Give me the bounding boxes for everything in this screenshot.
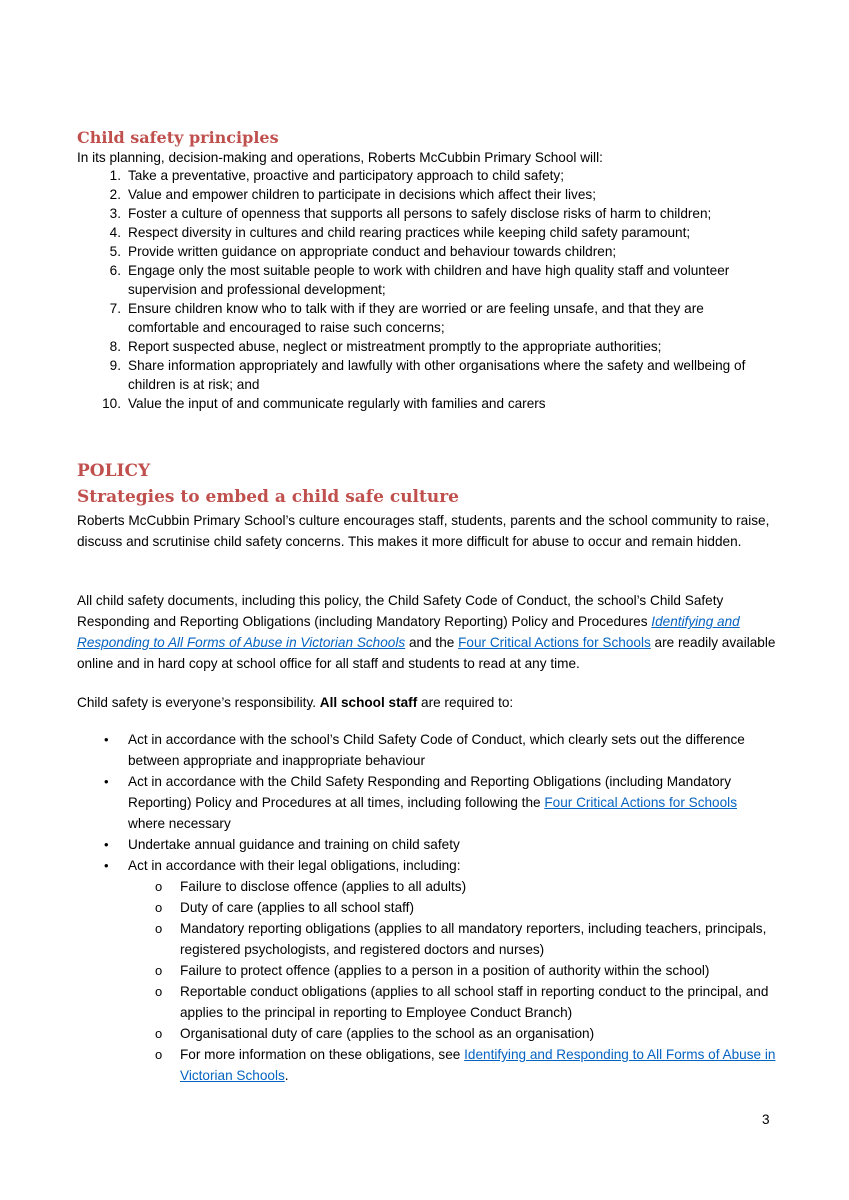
circle-bullet-icon: o — [155, 1026, 163, 1041]
list-item — [77, 261, 777, 299]
list-item — [77, 337, 777, 356]
bullet-item — [77, 834, 777, 855]
list-number: 5. — [109, 244, 121, 259]
bullet-icon: • — [104, 732, 109, 747]
bullet-item — [77, 855, 777, 1086]
circle-bullet-icon: o — [155, 1047, 163, 1062]
bullet-text: Act in accordance with their legal obligations, including: — [128, 858, 461, 873]
bullet-icon: • — [104, 774, 109, 789]
list-number: 10. — [102, 396, 121, 411]
identifying-responding-link[interactable]: Identifying and Responding to All Forms of Abuse in Victorian Schools — [180, 1047, 776, 1083]
bullet-text: Act in accordance with the school’s Child Safety Code of Conduct, which clearly sets out the difference between appropriate and inappropriate behaviour — [128, 732, 745, 768]
circle-bullet-icon: o — [155, 921, 163, 936]
documents-text: All child safety documents, including this policy, the Child Safety Code of Conduct, the school’s Child Safety Responding and Reporting Obligations (including Mandatory Reporting) Policy and Procedures — [77, 593, 724, 629]
documents-text: and the — [405, 635, 459, 650]
sub-bullet-item — [77, 1044, 777, 1086]
bullet-text: Act in accordance with the Child Safety Responding and Reporting Obligations (including Mandatory Reporting) Policy and Procedures at all times, including following the — [128, 774, 732, 810]
sub-bullet-item — [77, 876, 777, 897]
sub-bullet-text: Failure to disclose offence (applies to all adults) — [180, 879, 467, 894]
responsibility-bold: All school staff — [319, 695, 418, 710]
list-number: 7. — [109, 301, 121, 316]
sub-bullet-item — [77, 1023, 777, 1044]
bullet-text: where necessary — [128, 816, 231, 831]
page-number: 3 — [762, 1112, 770, 1127]
sub-bullet-text: Failure to protect offence (applies to a person in a position of authority within the school) — [180, 963, 710, 978]
circle-bullet-icon: o — [155, 963, 163, 978]
sub-bullet-item — [77, 897, 777, 918]
policy-heading: POLICY — [77, 461, 151, 481]
circle-bullet-icon: o — [155, 900, 163, 915]
list-item — [77, 394, 777, 413]
list-text: Provide written guidance on appropriate conduct and behaviour towards children; — [128, 244, 617, 259]
list-number: 8. — [109, 339, 121, 354]
section-heading-child-safety-principles: Child safety principles — [77, 128, 279, 147]
list-text: Take a preventative, proactive and participatory approach to child safety; — [128, 168, 565, 183]
circle-bullet-icon: o — [155, 984, 163, 999]
list-item — [77, 204, 777, 223]
four-critical-actions-link[interactable]: Four Critical Actions for Schools — [458, 635, 651, 650]
list-text: Value the input of and communicate regularly with families and carers — [128, 396, 546, 411]
responsibility-text: are required to: — [417, 695, 514, 710]
sub-bullet-text: Organisational duty of care (applies to the school as an organisation) — [180, 1026, 595, 1041]
list-number: 2. — [109, 187, 121, 202]
list-number: 3. — [109, 206, 121, 221]
sub-bullet-text: Mandatory reporting obligations (applies to all mandatory reporters, including teachers, principals, registered psychologists, and registered doctors and nurses) — [180, 921, 767, 957]
strategies-heading: Strategies to embed a child safe culture — [77, 487, 459, 507]
bullet-item — [77, 771, 777, 834]
staff-requirements-list — [77, 729, 777, 1086]
list-item — [77, 166, 777, 185]
bullet-icon: • — [104, 837, 109, 852]
list-item — [77, 356, 777, 394]
list-text: Foster a culture of openness that supports all persons to safely disclose risks of harm to children; — [128, 206, 712, 221]
list-text: Ensure children know who to talk with if they are worried or are feeling unsafe, and that they are comfortable and encouraged to raise such concerns; — [128, 301, 704, 335]
list-number: 4. — [109, 225, 121, 240]
list-item — [77, 185, 777, 204]
sub-bullet-item — [77, 981, 777, 1023]
list-text: Value and empower children to participate in decisions which affect their lives; — [128, 187, 596, 202]
sub-bullet-text: Reportable conduct obligations (applies to all school staff in reporting conduct to the principal, and applies to the principal in reporting to Employee Conduct Branch) — [180, 984, 769, 1020]
list-number: 9. — [109, 358, 121, 373]
list-number: 1. — [109, 168, 121, 183]
responsibility-text: Child safety is everyone’s responsibility. — [77, 695, 320, 710]
list-item — [77, 242, 777, 261]
bullet-icon: • — [104, 858, 109, 873]
four-critical-actions-link[interactable]: Four Critical Actions for Schools — [544, 795, 737, 810]
sub-bullet-text: For more information on these obligations, see — [180, 1047, 465, 1062]
culture-paragraph: Roberts McCubbin Primary School’s culture encourages staff, students, parents and the school community to raise, discuss and scrutinise child safety concerns. This makes it more difficult for abuse to occur and remain hidden. — [77, 513, 770, 549]
documents-text: are readily available online and in hard copy at school office for all staff and students to read at any time. — [77, 635, 776, 671]
principles-list — [77, 166, 777, 413]
documents-paragraph — [77, 590, 777, 674]
bullet-item — [77, 729, 777, 771]
principles-intro: In its planning, decision-making and operations, Roberts McCubbin Primary School will: — [77, 150, 603, 165]
sub-bullet-item — [77, 960, 777, 981]
list-item — [77, 223, 777, 242]
sub-bullet-text: . — [284, 1068, 289, 1083]
circle-bullet-icon: o — [155, 879, 163, 894]
list-text: Respect diversity in cultures and child rearing practices while keeping child safety paramount; — [128, 225, 691, 240]
list-text: Engage only the most suitable people to work with children and have high quality staff and volunteer supervision and professional development; — [128, 263, 730, 297]
identifying-responding-link[interactable]: Identifying and Responding to All Forms of Abuse in Victorian Schools — [77, 614, 740, 650]
legal-obligations-list — [128, 876, 777, 1086]
list-text: Share information appropriately and lawfully with other organisations where the safety and wellbeing of children is at risk; and — [128, 358, 746, 392]
sub-bullet-item — [77, 918, 777, 960]
bullet-text: Undertake annual guidance and training on child safety — [128, 837, 460, 852]
list-number: 6. — [109, 263, 121, 278]
list-text: Report suspected abuse, neglect or mistreatment promptly to the appropriate authorities; — [128, 339, 662, 354]
list-item — [77, 299, 777, 337]
sub-bullet-text: Duty of care (applies to all school staff) — [180, 900, 414, 915]
responsibility-paragraph — [77, 692, 777, 713]
